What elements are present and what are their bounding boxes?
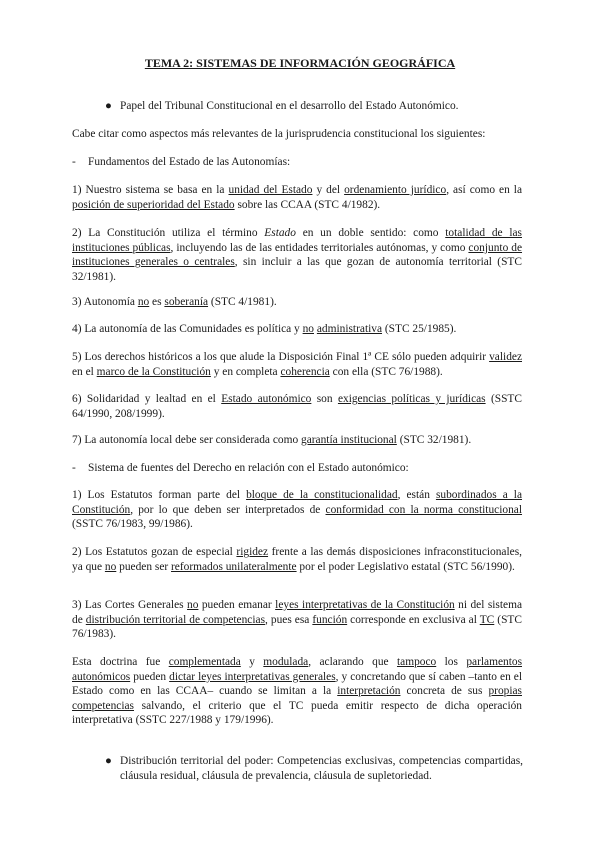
underlined-term: función bbox=[312, 613, 348, 626]
underlined-term: leyes interpretativas de la Constitución bbox=[275, 599, 455, 611]
dash-marker: - bbox=[72, 156, 76, 168]
bullet-dot-icon: ● bbox=[105, 755, 112, 767]
underlined-term: tampoco bbox=[396, 656, 437, 668]
underlined-term: dictar leyes interpretativas generales bbox=[169, 670, 336, 683]
dash-text: Fundamentos del Estado de las Autonomías: bbox=[88, 156, 291, 168]
paragraph-7: 7) La autonomía local debe ser considerada como garantía institucional (STC 32/1981). bbox=[72, 434, 472, 446]
paragraph-3: 3) Autonomía no es soberanía (STC 4/1981). bbox=[72, 296, 277, 308]
document-title: TEMA 2: SISTEMAS DE INFORMACIÓN GEOGRÁFICA bbox=[144, 56, 456, 70]
paragraph-q4: Esta doctrina fue complementada y modulada, aclarando que tampoco los parlamentos autonómicos pueden dictar leyes interpretativas generales, y concretando que sí caben –tanto en el Estado como en las CCAA– cuando se limitan a la interpretación concreta de sus propias competencias salvando, el criterio que el TC pueda emitir respecto de dicha operación interpretativa (SSTC 227/1988 y 179/1996). bbox=[72, 656, 522, 727]
underlined-term: parlamentos autonómicos bbox=[72, 656, 522, 683]
underlined-term: coherencia bbox=[280, 365, 330, 378]
dash-marker: - bbox=[72, 462, 76, 474]
dash-text: Sistema de fuentes del Derecho en relación con el Estado autonómico: bbox=[88, 462, 409, 474]
paragraph-6: 6) Solidaridad y lealtad en el Estado autonómico son exigencias políticas y jurídicas (SSTC 64/1990, 208/1999). bbox=[72, 393, 522, 420]
underlined-term: subordinados a la Constitución bbox=[72, 489, 523, 516]
underlined-term: bloque de la constitucionalidad bbox=[246, 489, 398, 501]
underlined-term: garantía institucional bbox=[301, 434, 397, 446]
underlined-term: ordenamiento jurídico bbox=[344, 184, 447, 196]
paragraph-q3: 3) Las Cortes Generales no pueden emanar leyes interpretativas de la Constitución ni del sistema de distribución territorial de competencias, pues esa función corresponde en exclusiva al TC (STC 76/1983). bbox=[72, 599, 523, 641]
underlined-term: administrativa bbox=[316, 323, 383, 335]
underlined-term: exigencias políticas y jurídicas bbox=[337, 393, 486, 405]
underlined-term: posición de superioridad del Estado bbox=[72, 198, 235, 211]
intro-paragraph: Cabe citar como aspectos más relevantes de la jurisprudencia constitucional los siguientes: bbox=[72, 128, 486, 140]
paragraph-5: 5) Los derechos históricos a los que alude la Disposición Final 1ª CE sólo pueden adquirir validez en el marco de la Constitución y en completa coherencia con ella (STC 76/1988). bbox=[72, 351, 522, 378]
underlined-term: distribución territorial de competencias bbox=[85, 613, 266, 626]
dash-item-fuentes bbox=[72, 461, 522, 476]
underlined-term: Estado autonómico bbox=[221, 393, 312, 405]
paragraph-q2: 2) Los Estatutos gozan de especial rigidez frente a las demás disposiciones infraconstitucionales, ya que no pueden ser reformados unilateralmente por el poder Legislativo estatal (STC 56/1990). bbox=[72, 546, 522, 573]
underlined-term: conjunto de instituciones generales o centrales bbox=[72, 241, 523, 269]
bullet-text: Distribución territorial del poder: Competencias exclusivas, competencias compartidas, cláusula residual, cláusula de prevalencia, cláusula de supletoriedad. bbox=[120, 755, 523, 782]
paragraph-4: 4) La autonomía de las Comunidades es política y no administrativa (STC 25/1985). bbox=[72, 323, 457, 335]
underlined-term: totalidad de las instituciones públicas bbox=[72, 227, 522, 254]
underlined-term: TC bbox=[479, 613, 495, 626]
underlined-term: reformados unilateralmente bbox=[171, 560, 297, 573]
underlined-term: complementada bbox=[168, 656, 241, 668]
underlined-term: no bbox=[137, 296, 150, 308]
paragraph-2: 2) La Constitución utiliza el término Estado en un doble sentido: como totalidad de las instituciones públicas, incluyendo las de las entidades territoriales autónomas, y como conjunto de instituciones generales o centrales, sin incluir a las que gozan de autonomía territorial (STC 32/1981). bbox=[72, 227, 523, 283]
underlined-term: propias competencias bbox=[72, 685, 522, 712]
underlined-term: conformidad con la norma constitucional bbox=[325, 503, 523, 516]
bullet-text: Papel del Tribunal Constitucional en el desarrollo del Estado Autonómico. bbox=[120, 100, 459, 112]
underlined-term: marco de la Constitución bbox=[96, 365, 211, 378]
underlined-term: interpretación bbox=[337, 685, 401, 698]
underlined-term: modulada bbox=[263, 656, 309, 668]
underlined-term: validez bbox=[489, 351, 522, 363]
italic-term: Estado bbox=[264, 227, 296, 239]
underlined-term: soberanía bbox=[164, 296, 209, 308]
underlined-term: no bbox=[187, 599, 199, 611]
bullet-item-tc-role bbox=[105, 99, 523, 114]
bullet-item-distribucion bbox=[105, 754, 523, 783]
paragraph-1: 1) Nuestro sistema se basa en la unidad del Estado y del ordenamiento jurídico, así como en la posición de superioridad del Estado sobre las CCAA (STC 4/1982). bbox=[72, 184, 523, 211]
bullet-dot-icon: ● bbox=[105, 100, 112, 112]
underlined-term: no bbox=[302, 323, 314, 335]
underlined-term: no bbox=[104, 560, 117, 573]
underlined-term: unidad del Estado bbox=[228, 184, 313, 196]
dash-item-fundamentos bbox=[72, 155, 522, 170]
paragraph-q1: 1) Los Estatutos forman parte del bloque de la constitucionalidad, están subordinados a la Constitución, por lo que deben ser interpretados de conformidad con la norma constitucional (SSTC 76/1983, 99/1986). bbox=[72, 489, 523, 531]
underlined-term: rigidez bbox=[236, 546, 269, 558]
